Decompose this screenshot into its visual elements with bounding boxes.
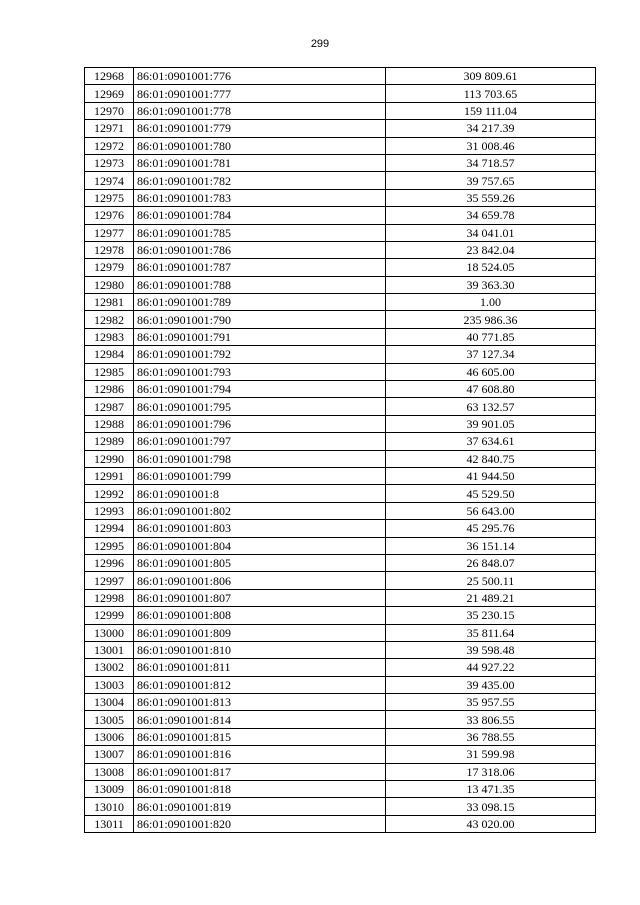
table-row xyxy=(85,68,596,85)
value-cell: 44 927.22 xyxy=(386,659,596,676)
value-cell: 13 471.35 xyxy=(386,781,596,798)
table-row xyxy=(85,294,596,311)
row-number-cell: 12994 xyxy=(85,520,134,537)
value-cell: 18 524.05 xyxy=(386,259,596,276)
cadastral-number-cell: 86:01:0901001:778 xyxy=(134,102,386,119)
value-cell: 17 318.06 xyxy=(386,763,596,780)
value-cell: 36 151.14 xyxy=(386,537,596,554)
table-row xyxy=(85,659,596,676)
table-row xyxy=(85,624,596,641)
cadastral-number-cell: 86:01:0901001:809 xyxy=(134,624,386,641)
table-row xyxy=(85,241,596,258)
cadastral-number-cell: 86:01:0901001:807 xyxy=(134,589,386,606)
value-cell: 159 111.04 xyxy=(386,102,596,119)
table-row xyxy=(85,172,596,189)
row-number-cell: 13007 xyxy=(85,746,134,763)
table-row xyxy=(85,537,596,554)
value-cell: 309 809.61 xyxy=(386,68,596,85)
cadastral-number-cell: 86:01:0901001:781 xyxy=(134,154,386,171)
cadastral-number-cell: 86:01:0901001:820 xyxy=(134,815,386,832)
cadastral-number-cell: 86:01:0901001:787 xyxy=(134,259,386,276)
row-number-cell: 12969 xyxy=(85,85,134,102)
row-number-cell: 12997 xyxy=(85,572,134,589)
row-number-cell: 13008 xyxy=(85,763,134,780)
cadastral-number-cell: 86:01:0901001:790 xyxy=(134,311,386,328)
table-row xyxy=(85,363,596,380)
value-cell: 35 559.26 xyxy=(386,189,596,206)
row-number-cell: 12968 xyxy=(85,68,134,85)
row-number-cell: 13003 xyxy=(85,676,134,693)
table-row xyxy=(85,589,596,606)
cadastral-number-cell: 86:01:0901001:806 xyxy=(134,572,386,589)
cadastral-number-cell: 86:01:0901001:783 xyxy=(134,189,386,206)
value-cell: 35 230.15 xyxy=(386,607,596,624)
cadastral-number-cell: 86:01:0901001:785 xyxy=(134,224,386,241)
cadastral-number-cell: 86:01:0901001:803 xyxy=(134,520,386,537)
cadastral-number-cell: 86:01:0901001:786 xyxy=(134,241,386,258)
value-cell: 39 757.65 xyxy=(386,172,596,189)
row-number-cell: 12977 xyxy=(85,224,134,241)
row-number-cell: 13001 xyxy=(85,641,134,658)
table-row xyxy=(85,85,596,102)
table-row xyxy=(85,450,596,467)
row-number-cell: 12981 xyxy=(85,294,134,311)
table-row xyxy=(85,137,596,154)
table-row xyxy=(85,276,596,293)
value-cell: 39 435.00 xyxy=(386,676,596,693)
row-number-cell: 12973 xyxy=(85,154,134,171)
value-cell: 63 132.57 xyxy=(386,398,596,415)
table-row xyxy=(85,694,596,711)
row-number-cell: 12990 xyxy=(85,450,134,467)
cadastral-number-cell: 86:01:0901001:789 xyxy=(134,294,386,311)
value-cell: 37 127.34 xyxy=(386,346,596,363)
value-cell: 33 806.55 xyxy=(386,711,596,728)
value-cell: 34 718.57 xyxy=(386,154,596,171)
cadastral-number-cell: 86:01:0901001:8 xyxy=(134,485,386,502)
row-number-cell: 12985 xyxy=(85,363,134,380)
cadastral-number-cell: 86:01:0901001:811 xyxy=(134,659,386,676)
value-cell: 42 840.75 xyxy=(386,450,596,467)
value-cell: 45 529.50 xyxy=(386,485,596,502)
value-cell: 39 598.48 xyxy=(386,641,596,658)
cadastral-number-cell: 86:01:0901001:793 xyxy=(134,363,386,380)
value-cell: 113 703.65 xyxy=(386,85,596,102)
row-number-cell: 12974 xyxy=(85,172,134,189)
value-cell: 21 489.21 xyxy=(386,589,596,606)
row-number-cell: 12986 xyxy=(85,381,134,398)
cadastral-number-cell: 86:01:0901001:799 xyxy=(134,467,386,484)
table-row xyxy=(85,485,596,502)
row-number-cell: 13005 xyxy=(85,711,134,728)
value-cell: 41 944.50 xyxy=(386,467,596,484)
table-row xyxy=(85,381,596,398)
cadastral-number-cell: 86:01:0901001:804 xyxy=(134,537,386,554)
cadastral-number-cell: 86:01:0901001:805 xyxy=(134,554,386,571)
table-row xyxy=(85,502,596,519)
value-cell: 34 041.01 xyxy=(386,224,596,241)
value-cell: 35 811.64 xyxy=(386,624,596,641)
cadastral-number-cell: 86:01:0901001:795 xyxy=(134,398,386,415)
cadastral-number-cell: 86:01:0901001:776 xyxy=(134,68,386,85)
row-number-cell: 13009 xyxy=(85,781,134,798)
table-row xyxy=(85,815,596,832)
row-number-cell: 12989 xyxy=(85,433,134,450)
table-body xyxy=(85,68,596,833)
value-cell: 235 986.36 xyxy=(386,311,596,328)
table-row xyxy=(85,120,596,137)
row-number-cell: 12987 xyxy=(85,398,134,415)
table-row xyxy=(85,398,596,415)
table-row xyxy=(85,207,596,224)
table-row xyxy=(85,311,596,328)
value-cell: 25 500.11 xyxy=(386,572,596,589)
row-number-cell: 12980 xyxy=(85,276,134,293)
value-cell: 35 957.55 xyxy=(386,694,596,711)
cadastral-number-cell: 86:01:0901001:813 xyxy=(134,694,386,711)
cadastral-number-cell: 86:01:0901001:779 xyxy=(134,120,386,137)
row-number-cell: 12979 xyxy=(85,259,134,276)
table-row xyxy=(85,433,596,450)
cadastral-number-cell: 86:01:0901001:798 xyxy=(134,450,386,467)
row-number-cell: 12993 xyxy=(85,502,134,519)
page-number: 299 xyxy=(310,38,330,50)
cadastral-number-cell: 86:01:0901001:815 xyxy=(134,728,386,745)
table-row xyxy=(85,554,596,571)
table-row xyxy=(85,763,596,780)
table-row xyxy=(85,641,596,658)
row-number-cell: 12983 xyxy=(85,328,134,345)
row-number-cell: 12984 xyxy=(85,346,134,363)
table-row xyxy=(85,224,596,241)
cadastral-number-cell: 86:01:0901001:817 xyxy=(134,763,386,780)
table-row xyxy=(85,728,596,745)
value-cell: 37 634.61 xyxy=(386,433,596,450)
row-number-cell: 12995 xyxy=(85,537,134,554)
value-cell: 43 020.00 xyxy=(386,815,596,832)
table-row xyxy=(85,676,596,693)
table-row xyxy=(85,467,596,484)
table-row xyxy=(85,346,596,363)
row-number-cell: 12998 xyxy=(85,589,134,606)
row-number-cell: 12978 xyxy=(85,241,134,258)
row-number-cell: 12992 xyxy=(85,485,134,502)
value-cell: 56 643.00 xyxy=(386,502,596,519)
value-cell: 26 848.07 xyxy=(386,554,596,571)
cadastral-number-cell: 86:01:0901001:819 xyxy=(134,798,386,815)
table-row xyxy=(85,328,596,345)
row-number-cell: 12991 xyxy=(85,467,134,484)
row-number-cell: 13000 xyxy=(85,624,134,641)
cadastral-number-cell: 86:01:0901001:788 xyxy=(134,276,386,293)
cadastral-number-cell: 86:01:0901001:816 xyxy=(134,746,386,763)
cadastral-number-cell: 86:01:0901001:794 xyxy=(134,381,386,398)
cadastral-number-cell: 86:01:0901001:784 xyxy=(134,207,386,224)
row-number-cell: 13004 xyxy=(85,694,134,711)
row-number-cell: 12996 xyxy=(85,554,134,571)
cadastral-number-cell: 86:01:0901001:780 xyxy=(134,137,386,154)
table-row xyxy=(85,259,596,276)
cadastral-number-cell: 86:01:0901001:814 xyxy=(134,711,386,728)
cadastral-value-table xyxy=(84,67,596,833)
table-row xyxy=(85,781,596,798)
cadastral-number-cell: 86:01:0901001:792 xyxy=(134,346,386,363)
table-row xyxy=(85,189,596,206)
row-number-cell: 12975 xyxy=(85,189,134,206)
cadastral-number-cell: 86:01:0901001:796 xyxy=(134,415,386,432)
value-cell: 31 008.46 xyxy=(386,137,596,154)
value-cell: 46 605.00 xyxy=(386,363,596,380)
row-number-cell: 13010 xyxy=(85,798,134,815)
value-cell: 36 788.55 xyxy=(386,728,596,745)
table-row xyxy=(85,607,596,624)
table-row xyxy=(85,102,596,119)
value-cell: 33 098.15 xyxy=(386,798,596,815)
table-row xyxy=(85,520,596,537)
cadastral-number-cell: 86:01:0901001:797 xyxy=(134,433,386,450)
row-number-cell: 12970 xyxy=(85,102,134,119)
cadastral-number-cell: 86:01:0901001:818 xyxy=(134,781,386,798)
table-row xyxy=(85,746,596,763)
table-row xyxy=(85,798,596,815)
value-cell: 40 771.85 xyxy=(386,328,596,345)
value-cell: 39 901.05 xyxy=(386,415,596,432)
value-cell: 34 659.78 xyxy=(386,207,596,224)
table-row xyxy=(85,154,596,171)
cadastral-number-cell: 86:01:0901001:812 xyxy=(134,676,386,693)
cadastral-number-cell: 86:01:0901001:802 xyxy=(134,502,386,519)
row-number-cell: 12976 xyxy=(85,207,134,224)
row-number-cell: 12971 xyxy=(85,120,134,137)
value-cell: 45 295.76 xyxy=(386,520,596,537)
row-number-cell: 12972 xyxy=(85,137,134,154)
value-cell: 31 599.98 xyxy=(386,746,596,763)
value-cell: 47 608.80 xyxy=(386,381,596,398)
row-number-cell: 12988 xyxy=(85,415,134,432)
cadastral-number-cell: 86:01:0901001:782 xyxy=(134,172,386,189)
value-cell: 34 217.39 xyxy=(386,120,596,137)
row-number-cell: 13006 xyxy=(85,728,134,745)
row-number-cell: 12999 xyxy=(85,607,134,624)
value-cell: 39 363.30 xyxy=(386,276,596,293)
table-row xyxy=(85,711,596,728)
row-number-cell: 12982 xyxy=(85,311,134,328)
row-number-cell: 13011 xyxy=(85,815,134,832)
table-row xyxy=(85,572,596,589)
value-cell: 23 842.04 xyxy=(386,241,596,258)
cadastral-number-cell: 86:01:0901001:810 xyxy=(134,641,386,658)
row-number-cell: 13002 xyxy=(85,659,134,676)
cadastral-number-cell: 86:01:0901001:777 xyxy=(134,85,386,102)
cadastral-number-cell: 86:01:0901001:791 xyxy=(134,328,386,345)
value-cell: 1.00 xyxy=(386,294,596,311)
table-row xyxy=(85,415,596,432)
cadastral-number-cell: 86:01:0901001:808 xyxy=(134,607,386,624)
